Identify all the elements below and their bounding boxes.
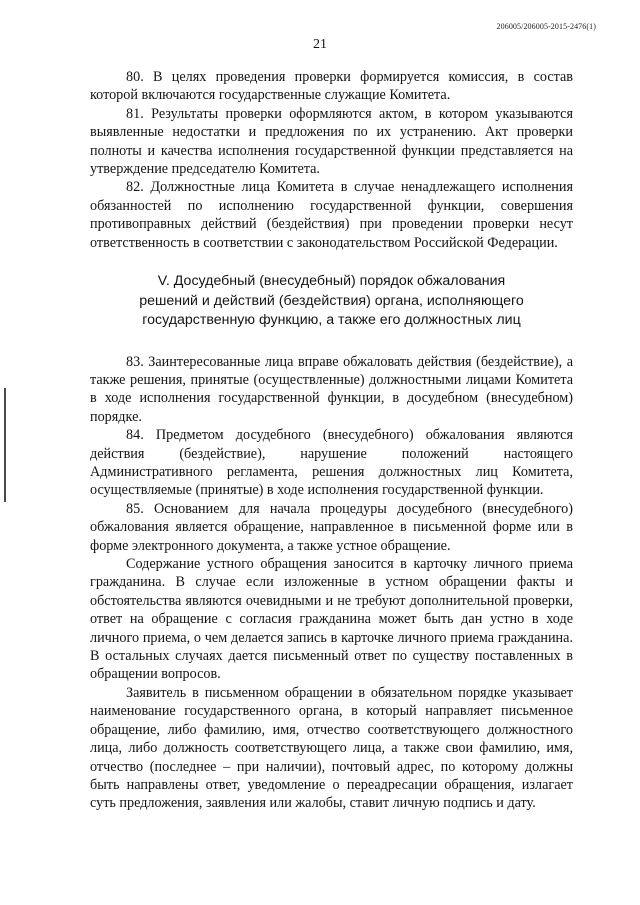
paragraph-81: 81. Результаты проверки оформляются актом, в котором указываются выявленные недостатки и предложения по их устранению. Акт проверки полноты и качества исполнения государственной функции представляется на утверждение председателю Комитета.	[90, 105, 573, 178]
paragraph-83: 83. Заинтересованные лица вправе обжаловать действия (бездействие), а также решения, принятые (осуществленные) должностными лицами Комитета в ходе исполнения государственной функции, в досудебном (внесудебном) порядке.	[90, 353, 573, 425]
document-id: 206005/206005-2015-2476(1)	[496, 22, 596, 31]
paragraph-84: 84. Предметом досудебного (внесудебного) обжалования являются действия (бездействие), нарушение положений настоящего Административного регламента, решения должностных лиц Комитета, осуществляемые (принятые) в ходе исполнения государственной функции.	[90, 427, 573, 499]
document-body	[90, 68, 573, 813]
page-number: 21	[313, 37, 327, 52]
paragraph-85: 85. Основанием для начала процедуры досудебного (внесудебного) обжалования является обращение, направленное в письменной форме или в форме электронного документа, а также устное обращение.	[90, 500, 573, 554]
paragraph-80: 80. В целях проведения проверки формируется комиссия, в состав которой включаются государственные служащие Комитета.	[90, 69, 573, 104]
paragraph-oral-appeal: Содержание устного обращения заносится в карточку личного приема гражданина. В случае если изложенные в устном обращении факты и обстоятельства являются очевидными и не требуют дополнительной проверки, ответ на обращение с согласия гражданина может быть дан устно в ходе личного приема, о чем делается запись в карточке личного приема гражданина. В остальных случаях дается письменный ответ по существу поставленных в обращении вопросов.	[90, 556, 573, 683]
paragraph-applicant: Заявитель в письменном обращении в обязательном порядке указывает наименование государственного органа, в который направляет письменное обращение, либо фамилию, имя, отчество соответствующего должностного лица, либо должность соответствующего лица, а также свои фамилию, имя, отчество (последнее – при наличии), почтовый адрес, по которому должны быть направлены ответ, уведомление о переадресации обращения, излагает суть предложения, заявления или жалобы, ставит личную подпись и дату.	[90, 684, 573, 812]
paragraph-82: 82. Должностные лица Комитета в случае ненадлежащего исполнения обязанностей по исполнению государственной функции, совершения противоправных действий (бездействия) при проведении проверки несут ответственность в соответствии с законодательством Российской Федерации.	[90, 179, 573, 251]
scan-margin-line	[4, 388, 6, 502]
section-heading: V. Досудебный (внесудебный) порядок обжалования решений и действий (бездействия) органа, исполняющего государственную функцию, а также его должностных лиц	[139, 273, 524, 329]
